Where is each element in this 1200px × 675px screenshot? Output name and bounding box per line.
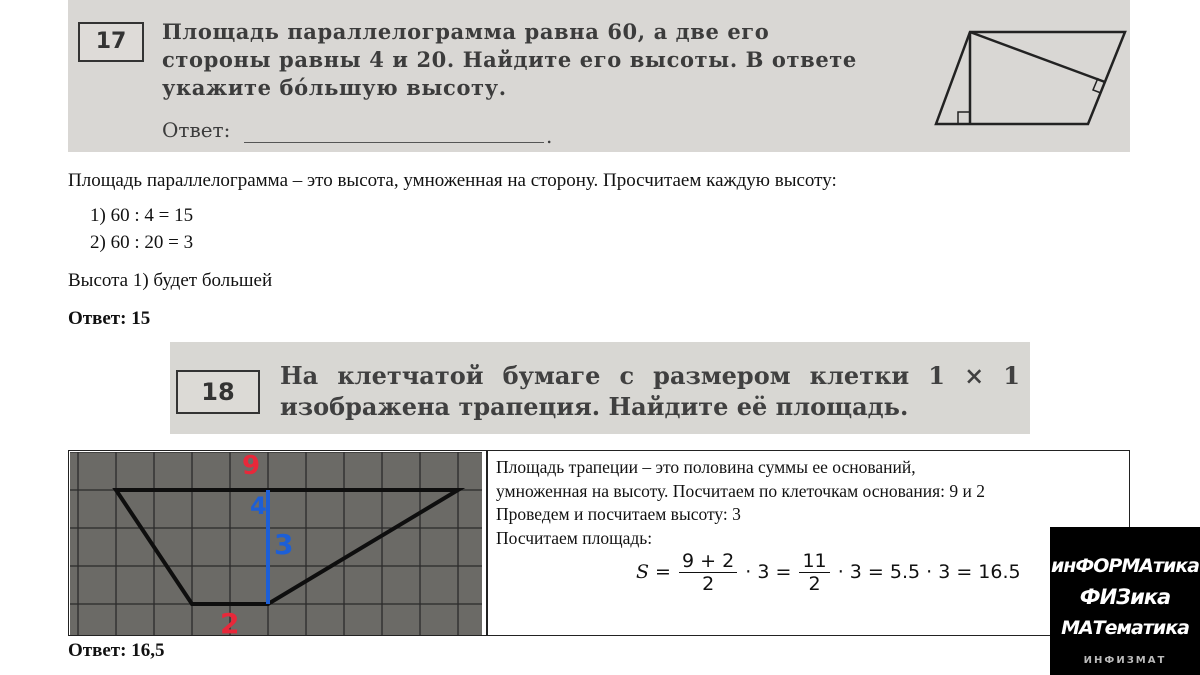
trapezoid-figure [70,452,482,635]
fraction-2-denominator: 2 [808,573,821,595]
formula-mid: · 3 = [745,561,792,583]
formula-lhs: S = [636,561,671,583]
fraction-2-numerator: 11 [799,550,829,573]
top-base-label: 9 [242,452,261,481]
answer-line [244,142,544,143]
solution-line-1: Площадь трапеции – это половина суммы ее оснований, [496,457,916,477]
logo-line-3: МАТематика [1061,617,1189,639]
solution-18-text [496,456,996,550]
bottom-base-label: 2 [220,607,240,635]
fraction-2 [799,550,829,595]
grid-photo [70,452,482,635]
partial-label: 4 [250,492,267,520]
solution-step-1: 1) 60 : 4 = 15 [90,205,194,226]
box-divider [486,450,488,636]
solution-intro: Площадь параллелограмма – это высота, умноженная на сторону. Просчитаем каждую высоту: [68,170,837,191]
answer-end: . [546,124,553,148]
problem-number: 18 [176,370,260,414]
area-formula [636,550,1021,595]
solution-line-2: умноженная на высоту. Посчитаем по клеточкам основания: 9 и 2 [496,480,986,501]
formula-rest: · 3 = 5.5 · 3 = 16.5 [837,561,1021,583]
fraction-1 [679,550,737,595]
problem-number: 17 [78,22,144,62]
solution-line-4: Посчитаем площадь: [496,527,653,548]
solution-line-3: Проведем и посчитаем высоту: 3 [496,504,741,524]
problem-17-card [68,0,1130,152]
height-label: 3 [274,528,294,561]
solution-step-2: 2) 60 : 20 = 3 [90,232,194,253]
answer-label: Ответ: [162,118,231,142]
problem-text: На клетчатой бумаге с размером клетки 1 × 1 изображена трапеция. Найдите её площадь. [280,361,1020,421]
fraction-1-denominator: 2 [702,573,715,595]
parallelogram-figure [930,20,1130,130]
logo-line-1: инФОРМАтика [1050,555,1199,577]
problem-text: Площадь параллелограмма равна 60, а две его стороны равны 4 и 20. Найдите его высоты. В ответе укажите бо́льшую высоту. [162,19,857,100]
fraction-1-numerator: 9 + 2 [679,550,737,573]
answer-18: Ответ: 16,5 [68,640,165,661]
solution-conclusion: Высота 1) будет большей [68,270,273,291]
logo-line-2: ФИЗика [1079,585,1171,609]
answer-17: Ответ: 15 [68,308,151,329]
logo-line-4: ИНФИЗМАТ [1083,655,1167,666]
problem-18-card [170,342,1030,434]
height-line-2 [970,32,1105,82]
infizmat-logo [1050,527,1200,675]
